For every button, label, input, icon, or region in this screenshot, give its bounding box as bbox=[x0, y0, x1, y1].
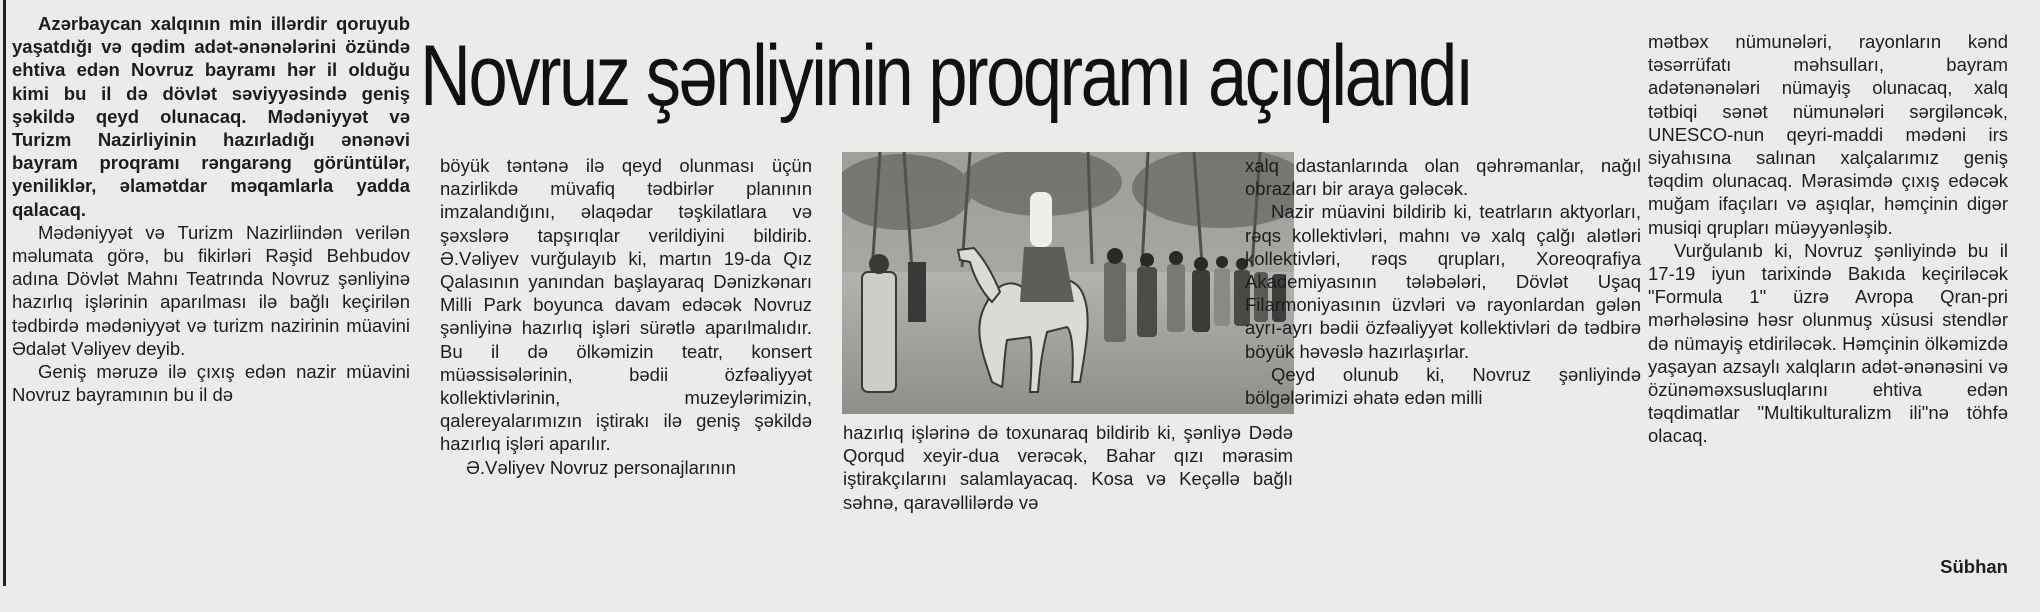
paragraph-4: Nazir müavini bildirib ki, teatrların aktyorları, rəqs kollektivləri, mahnı və xalq çalğı alətləri kollektivləri, rəqs qrupları, Xoreoqrafiya Akademiyasının tələbələri, Dövlət Uşaq Filarmoniyasının üzvləri və rayonlardan gələn ayrı-ayrı bədii özfəaliyyət kollektivləri də tədbirə böyük həvəslə hazırlaşırlar. bbox=[1245, 201, 1641, 362]
lead-paragraph: Azərbaycan xalqının min illərdir qoruyub yaşatdığı və qədim adət-ənənələrini özündə ehtiva edən Novruz bayramı hər il olduğu kimi bu il də dövlət səviyyəsində geniş şəkildə qeyd olunacaq. Mədəniyyət və Turizm Nazirliyinin hazırladığı ənənəvi bayram proqramı rəngarəng görüntülər, yeniliklər, əlamətdar məqamlarla yadda qalacaq. bbox=[12, 13, 410, 220]
procession-image bbox=[842, 152, 1294, 414]
paragraph-3-end: xalq dastanlarında olan qəhrəmanlar, nağıl obrazları bir araya gələcək. bbox=[1245, 155, 1641, 200]
paragraph-1: Mədəniyyət və Turizm Nazirliindən verilən məlumata görə, bu fikirləri Rəşid Behbudov adına Dövlət Mahnı Teatrında Novruz şənliyinə hazırlıq işlərinin aparılması ilə bağlı keçirilən tədbirdə mədəniyyət və turizm nazirinin müavini Ədalət Vəliyev deyib. bbox=[12, 221, 410, 359]
paragraph-5-start: Qeyd olunub ki, Novruz şənliyində bölgələrimizi əhatə edən milli bbox=[1245, 363, 1641, 409]
author-signature: Sübhan bbox=[1940, 556, 2008, 577]
column-5 bbox=[1648, 30, 2008, 448]
column-3 bbox=[843, 421, 1293, 514]
column-2 bbox=[440, 154, 812, 479]
article-headline: Novruz şənliyinin proqramı açıqlandı bbox=[420, 28, 1473, 124]
column-1 bbox=[12, 12, 410, 406]
paragraph-3-start: Ə.Vəliyev Novruz personajlarının bbox=[466, 456, 736, 478]
paragraph-2-start: Geniş məruzə ilə çıxış edən nazir müavini Novruz bayramının bu il də bbox=[12, 361, 410, 406]
paragraph-2-continued: böyük təntənə ilə qeyd olunması üçün nazirlikdə müvafiq tədbirlər planının imzalandığını, əlaqədar təşkilatlara və şəxslərə tapşırıqlar verildiyini bildirib. Ə.Vəliyev vurğulayıb ki, martın 19-da Qız Qalasının yanından başlayaraq Dənizkənarı Milli Park boyunca davam edəcək Novruz şənliyinə hazırlıq işləri sürətlə aparılmalıdır. Bu il də ölkəmizin teatr, konsert müəssisələrinin, bədii özfəaliyyət kollektivlərinin, muzeylərimizin, qalereyalarımızın iştirakı ilə geniş şəkildə hazırlıq işləri aparılır. bbox=[440, 155, 812, 455]
paragraph-5-continued: mətbəx nümunələri, rayonların kənd təsərrüfatı məhsulları, bayram adətənənələri nümayiş olunacaq, xalq tətbiqi sənət nümunələri sərgiləncək, UNESCO-nun qeyri-maddi mədəni irs siyahısına salınan xalçalarımız geniş təqdim olunacaq. Mərasimdə çıxış edəcək muğam ifaçıları və aşıqlar, həmçinin digər musiqi qrupları müəyyənləşib. bbox=[1648, 31, 2008, 238]
left-column-rule bbox=[3, 0, 6, 586]
column-4 bbox=[1245, 154, 1641, 409]
novruz-procession-photo bbox=[842, 152, 1294, 414]
paragraph-3-continued: hazırlıq işlərinə də toxunaraq bildirib ki, şənliyə Dədə Qorqud xeyir-dua verəcək, Bahar qızı mərasim iştirakçılarını salamlayacaq. Kosa və Keçəllə bağlı səhnə, qaravəllilərdə və bbox=[843, 422, 1293, 513]
paragraph-6: Vurğulanıb ki, Novruz şənliyində bu il 17-19 iyun tarixində Bakıda keçiriləcək "Formula 1" üzrə Avropa Qran-pri mərhələsinə həsr olunmuş xüsusi stendlər də nümayiş etdiriləcək. Həmçinin ölkəmizdə yaşayan azsaylı xalqların adət-ənənəsini və özünəməxsusluqlarını ehtiva edən təqdimatlar "Multikulturalizm ili"nə töhfə olacaq. bbox=[1648, 239, 2008, 447]
